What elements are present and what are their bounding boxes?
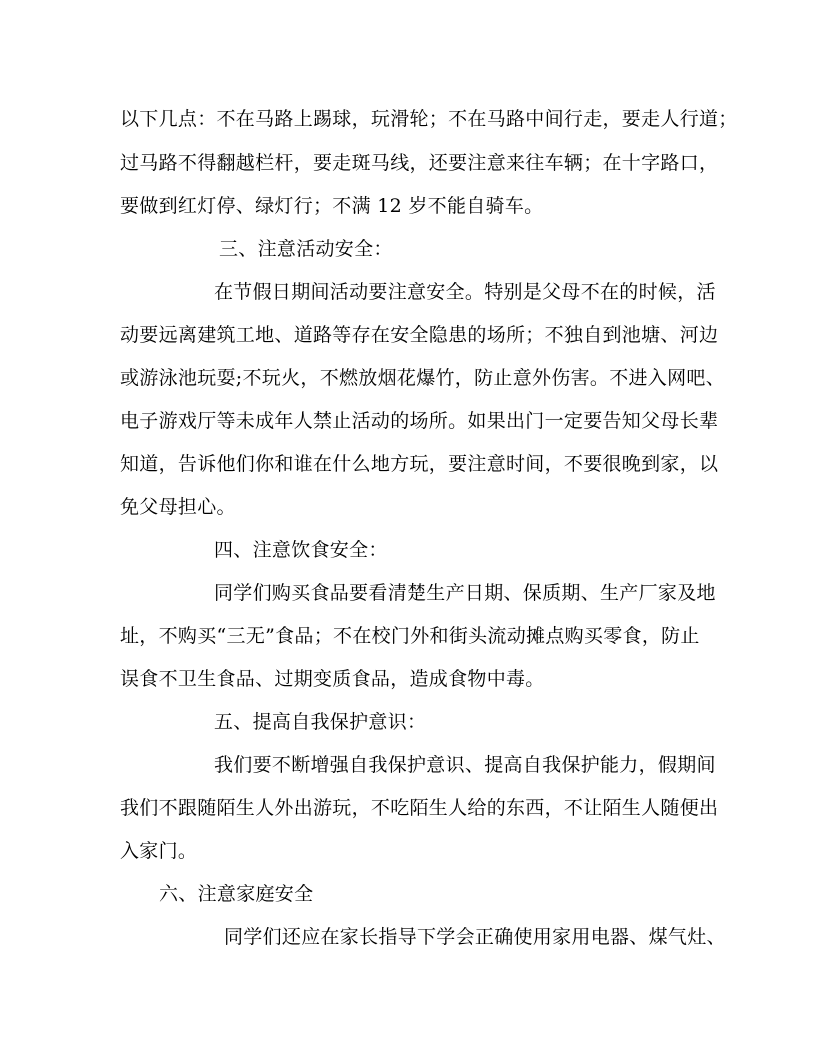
text-line: 误食不卫生食品、过期变质食品，造成食物中毒。: [120, 668, 545, 690]
text-line: 同学们还应在家长指导下学会正确使用家用电器、煤气灶、: [224, 926, 726, 948]
text-line: 我们不跟随陌生人外出游玩，不吃陌生人给的东西，不让陌生人随便出: [120, 797, 719, 819]
text-line: 动要远离建筑工地、道路等存在安全隐患的场所；不独自到池塘、河边: [120, 324, 719, 346]
section-heading: 五、提高自我保护意识：: [214, 711, 427, 733]
section-heading: 四、注意饮食安全：: [214, 539, 388, 561]
text-line: 我们要不断增强自我保护意识、提高自我保护能力，假期间: [214, 754, 716, 776]
section-heading: 六、注意家庭安全: [159, 883, 314, 905]
text-line: 或游泳池玩耍;不玩火，不燃放烟花爆竹，防止意外伤害。不进入网吧、: [120, 367, 726, 389]
text-line: 过马路不得翻越栏杆，要走斑马线，还要注意来往车辆；在十字路口，: [120, 152, 719, 174]
text-line: 电子游戏厅等未成年人禁止活动的场所。如果出门一定要告知父母长辈: [120, 410, 719, 432]
text-line: 以下几点：不在马路上踢球，玩滑轮；不在马路中间行走，要走人行道；: [120, 108, 738, 130]
text-line: 知道，告诉他们你和谁在什么地方玩，要注意时间，不要很晚到家，以: [120, 453, 719, 475]
text-line: 址，不购买“三无”食品；不在校门外和街头流动摊点购买零食，防止: [120, 625, 700, 647]
text-line: 同学们购买食品要看清楚生产日期、保质期、生产厂家及地: [214, 582, 716, 604]
text-line: 要做到红灯停、绿灯行；不满 12 岁不能自骑车。: [120, 195, 544, 217]
section-heading: 三、注意活动安全：: [219, 238, 393, 260]
text-line: 在节假日期间活动要注意安全。特别是父母不在的时候，活: [214, 281, 716, 303]
text-line: 免父母担心。: [120, 496, 236, 518]
text-line: 入家门。: [120, 840, 198, 862]
